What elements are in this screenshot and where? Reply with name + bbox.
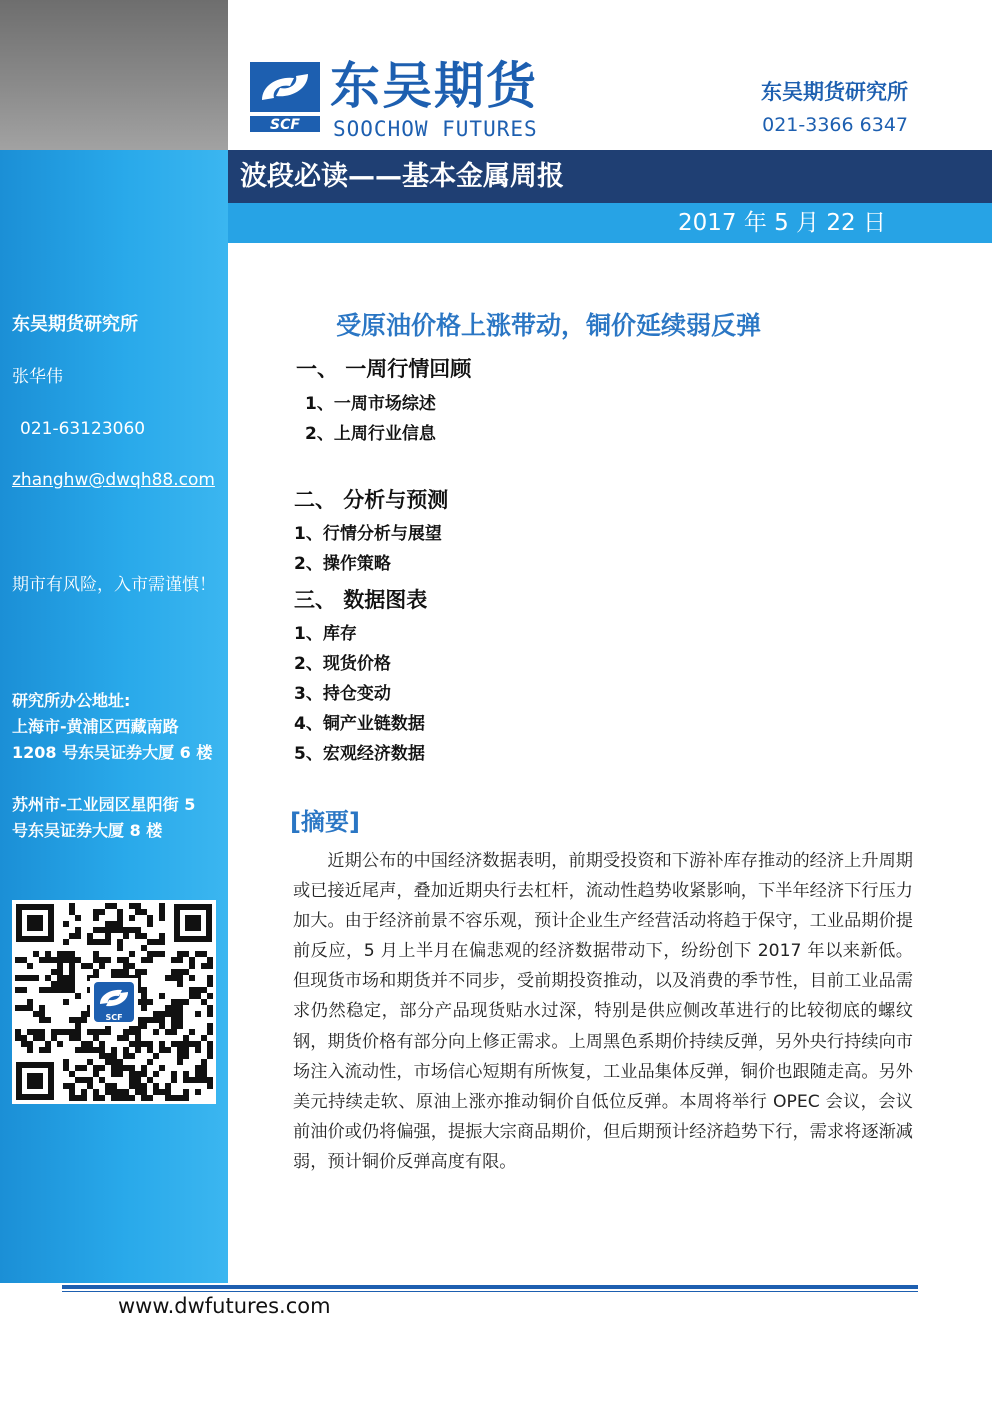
qr-center-text: SCF	[105, 1013, 123, 1022]
sidebar-address-label: 研究所办公地址:	[12, 691, 131, 710]
logo-mark-text: SCF	[270, 117, 300, 132]
toc-item: 1、库存	[294, 624, 357, 644]
scf-logo-icon	[250, 62, 320, 132]
sidebar-risk-notice: 期市有风险，入市需谨慎！	[12, 575, 216, 595]
toc-item: 2、操作策略	[294, 554, 391, 574]
report-date: 2017 年 5 月 22 日	[678, 210, 886, 236]
sidebar-address-sh-2: 1208 号东吴证券大厦 6 楼	[12, 743, 213, 762]
sidebar-institute: 东吴期货研究所	[12, 314, 138, 335]
footer-website-link[interactable]: www.dwfutures.com	[118, 1294, 331, 1318]
toc-heading-2: 二、 分析与预测	[294, 488, 449, 512]
brand-name-en: SOOCHOW FUTURES	[333, 117, 538, 141]
sidebar-analyst: 张华伟	[12, 367, 63, 387]
toc-item: 1、一周市场综述	[305, 394, 436, 414]
sidebar-address-sh-1: 上海市-黄浦区西藏南路	[12, 717, 179, 736]
abstract-title: [摘要]	[290, 808, 360, 836]
footer-rule-thin	[62, 1291, 918, 1292]
title-band	[228, 150, 992, 203]
date-band	[228, 203, 992, 243]
sidebar-top-grey	[0, 0, 228, 150]
abstract-body: 近期公布的中国经济数据表明，前期受投资和下游补库存推动的经济上升周期或已接近尾声，叠加近期央行去杠杆，流动性趋势收紧影响，下半年经济下行压力加大。由于经济前景不容乐观，预计企业生产经营活动将趋于保守，工业品期价提前反应，5 月上半月在偏悲观的经济数据带动下，纷纷创下 2017 年以来新低。但现货市场和期货并不同步，受前期投资推动，以及消费的季节性，目前工业品需求仍然稳定，部分产品现货贴水过深，特别是供应侧改革进行的比较彻底的螺纹钢，期货价格有部分向上修正需求。上周黑色系期价持续反弹，另外央行持续向市场注入流动性，市场信心短期有所恢复，工业品集体反弹，铜价也跟随走高。另外美元持续走软、原油上涨亦推动铜价自低位反弹。本周将举行 OPEC 会议，会议前油价或仍将偏强，提振大宗商品期价，但后期预计经济趋势下行，需求将逐渐减弱，预计铜价反弹高度有限。	[293, 851, 913, 1172]
qr-code-icon	[12, 900, 216, 1104]
sidebar-address-sz-2: 号东吴证券大厦 8 楼	[12, 821, 163, 840]
toc-heading-3: 三、 数据图表	[294, 588, 428, 612]
sidebar-phone: 021-63123060	[20, 419, 146, 439]
toc-item: 2、上周行业信息	[305, 424, 436, 444]
toc-item: 4、铜产业链数据	[294, 714, 425, 734]
toc-item: 3、持仓变动	[294, 684, 391, 704]
toc-item: 1、行情分析与展望	[294, 524, 442, 544]
report-title: 波段必读——基本金属周报	[240, 161, 564, 192]
toc-item: 5、宏观经济数据	[294, 744, 425, 764]
header-institute: 东吴期货研究所	[761, 80, 908, 104]
header-phone: 021-3366 6347	[762, 114, 908, 136]
sidebar-address-sz-1: 苏州市-工业园区星阳街 5	[12, 795, 196, 814]
toc-item: 2、现货价格	[294, 654, 391, 674]
main-heading: 受原油价格上涨带动，铜价延续弱反弹	[336, 311, 762, 340]
toc-heading-1: 一、 一周行情回顾	[296, 357, 472, 381]
footer-rule	[62, 1285, 918, 1289]
brand-name-cn: 东吴期货	[330, 57, 538, 115]
sidebar-email-link[interactable]: zhanghw@dwqh88.com	[12, 470, 215, 490]
